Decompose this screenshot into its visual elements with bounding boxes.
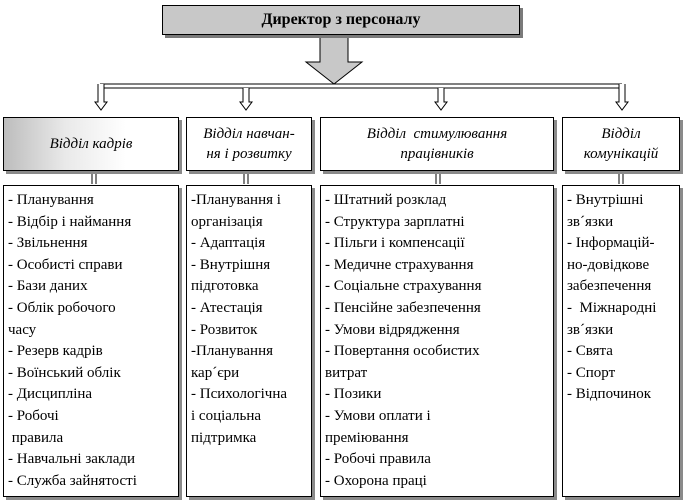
list-item: - Відпочинок [567,386,652,403]
dept-motivation-header [320,117,554,171]
dept-arrow-3 [435,88,447,110]
list-item: і соціальна [191,407,262,424]
list-item: - Атестація [191,299,263,316]
list-item: - Внутрішні [567,192,644,208]
list-item: забезпечення [567,278,652,295]
list-item: організація [191,213,263,230]
dept-communications-list [562,185,680,497]
list-item: - Свята [567,343,613,360]
list-item: но-довідкове [567,256,650,273]
list-item: - Пільги і компенсації [325,235,465,252]
dept-list-connector-4 [619,172,623,184]
dept-training-title-line-1: Відділ навчан- [203,126,295,142]
dept-training-list [186,185,312,497]
list-item: зв´язки [567,213,614,230]
list-item: -Планування [191,343,273,360]
dept-hr-title: Відділ кадрів [49,136,133,152]
list-item: - Спорт [567,364,616,381]
list-item: - Штатний розклад [325,192,447,208]
dept-communications-title-line-2: комунікацій [583,146,659,162]
list-item: підтримка [191,429,257,446]
list-item: - Резерв кадрів [8,343,103,360]
dept-list-connector-3 [436,172,440,184]
main-down-arrow [306,36,362,84]
list-item: - Повертання особистих [325,343,480,360]
dept-list-connector-1 [92,172,96,184]
list-item: - Охорона праці [325,472,427,489]
dept-communications-header [562,117,680,171]
list-item: - Робочі правила [325,451,431,468]
dept-training-title-line-2: ня і розвитку [206,146,292,162]
list-item: - Умови оплати і [325,407,431,424]
director-box [162,5,520,35]
list-item: - Особисті справи [8,256,123,273]
list-item: - Навчальні заклади [8,451,136,468]
list-item: кар´єри [191,364,240,381]
list-item: правила [8,429,64,446]
list-item: - Медичне страхування [325,256,474,273]
dept-list-connector-2 [244,172,248,184]
dept-arrow-2 [240,88,252,110]
list-item: витрат [325,364,368,381]
list-item: - Психологічна [191,386,288,403]
list-item: - Структура зарплатні [325,213,465,230]
list-item: -Планування і [191,192,281,208]
dept-motivation-title-line-2: працівників [400,146,474,162]
list-item: - Планування [8,192,94,208]
list-item: - Звільнення [8,235,88,252]
list-item: - Внутрішня [191,256,271,273]
dept-hr-list [3,185,179,497]
director-title: Директор з персоналу [261,11,421,28]
list-item: преміювання [325,429,409,446]
list-item: - Розвиток [191,321,258,338]
list-item: - Служба зайнятості [8,472,137,489]
dept-communications-title-line-1: Відділ [601,126,641,142]
list-item: - Пенсійне забезпечення [325,299,481,316]
list-item: - Бази даних [8,278,88,295]
list-item: - Адаптація [191,235,266,252]
list-item: - Міжнародні [567,299,657,316]
list-item: підготовка [191,278,259,295]
list-item: - Соціальне страхування [325,278,482,295]
list-item: - Відбір і наймання [8,213,132,230]
list-item: часу [8,321,37,338]
list-item: - Воїнський облік [8,364,121,381]
list-item: - Умови відрядження [325,321,460,338]
list-item: - Робочі [8,407,59,424]
dept-hr-header [3,117,179,171]
list-item: - Позики [325,386,382,403]
list-item: - Інформацій- [567,235,655,252]
dept-motivation-title-line-1: Відділ стимулювання [366,126,508,142]
list-item: - Облік робочого [8,299,116,316]
list-item: зв´язки [567,321,614,338]
list-item: - Дисципліна [8,386,93,403]
dept-training-header [186,117,312,171]
dept-motivation-list [320,185,554,497]
